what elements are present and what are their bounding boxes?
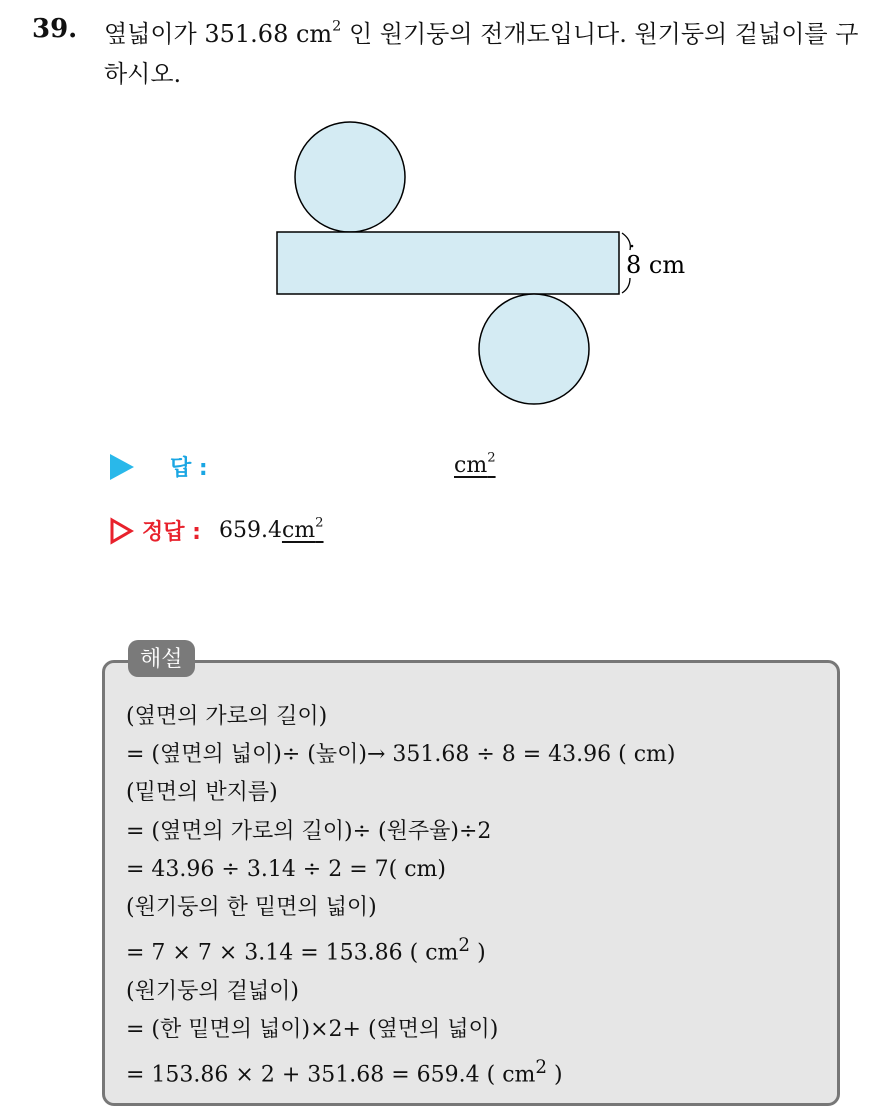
explanation-line: (밑면의 반지름): [126, 780, 278, 806]
correct-answer-row: [110, 515, 324, 546]
explanation-line: (원기둥의 겉넓이): [126, 978, 299, 1004]
explanation-line: (원기둥의 한 밑면의 넓이): [126, 895, 377, 921]
height-dimension-label: 8 cm: [626, 251, 686, 279]
explanation-line-tail: ): [547, 1062, 563, 1088]
explanation-line: [126, 927, 826, 973]
explanation-line: = (옆면의 넓이)÷ (높이)→ 351.68 ÷ 8 = 43.96 ( cm): [126, 742, 676, 768]
top-base-circle: [295, 122, 405, 232]
explanation-line: = 43.96 ÷ 3.14 ÷ 2 = 7( cm): [126, 856, 446, 882]
explanation-line-text: = 7 × 7 × 3.14 = 153.86 ( cm: [126, 940, 459, 966]
play-triangle-icon: [110, 454, 134, 480]
correct-answer-unit: [281, 515, 324, 543]
explanation-line: (옆면의 가로의 길이): [126, 704, 328, 729]
correct-answer-label: 정답 :: [142, 520, 201, 545]
explanation-line: = (옆면의 가로의 길이)÷ (원주율)÷2: [126, 818, 492, 844]
question-superscript: 2: [332, 18, 342, 35]
correct-unit-text: cm: [281, 518, 316, 543]
explanation-lines: [126, 698, 826, 1095]
question-number: 39.: [32, 14, 78, 44]
answer-unit-text: cm: [454, 453, 488, 478]
answer-row: [110, 451, 208, 482]
explanation-line-sup: 2: [535, 1057, 548, 1079]
bottom-base-circle: [479, 294, 589, 404]
cylinder-net-figure: [270, 118, 710, 418]
explanation-line: [126, 1049, 826, 1095]
answer-label: 답 :: [170, 456, 208, 481]
explanation-line-sup: 2: [458, 935, 471, 957]
correct-answer-value: 659.4: [218, 518, 282, 543]
answer-unit-sup: 2: [487, 450, 496, 466]
outline-triangle-icon: [110, 517, 134, 545]
question-text: [104, 14, 874, 94]
explanation-line-text: = 153.86 × 2 + 351.68 = 659.4 ( cm: [126, 1062, 536, 1088]
explanation-line: = (한 밑면의 넓이)×2+ (옆면의 넓이): [126, 1016, 499, 1042]
correct-unit-sup: 2: [315, 515, 324, 531]
question-text-part1: 옆넓이가 351.68 cm: [104, 20, 333, 48]
explanation-line-tail: ): [470, 940, 486, 966]
question-text-part2: 인 원기둥의 전개도입니다. 원기둥의 겉넓이를 구하시오.: [104, 20, 859, 88]
lateral-face-rectangle: [277, 232, 619, 294]
explanation-tab: 해설: [128, 640, 195, 677]
answer-input-unit[interactable]: [454, 450, 496, 478]
